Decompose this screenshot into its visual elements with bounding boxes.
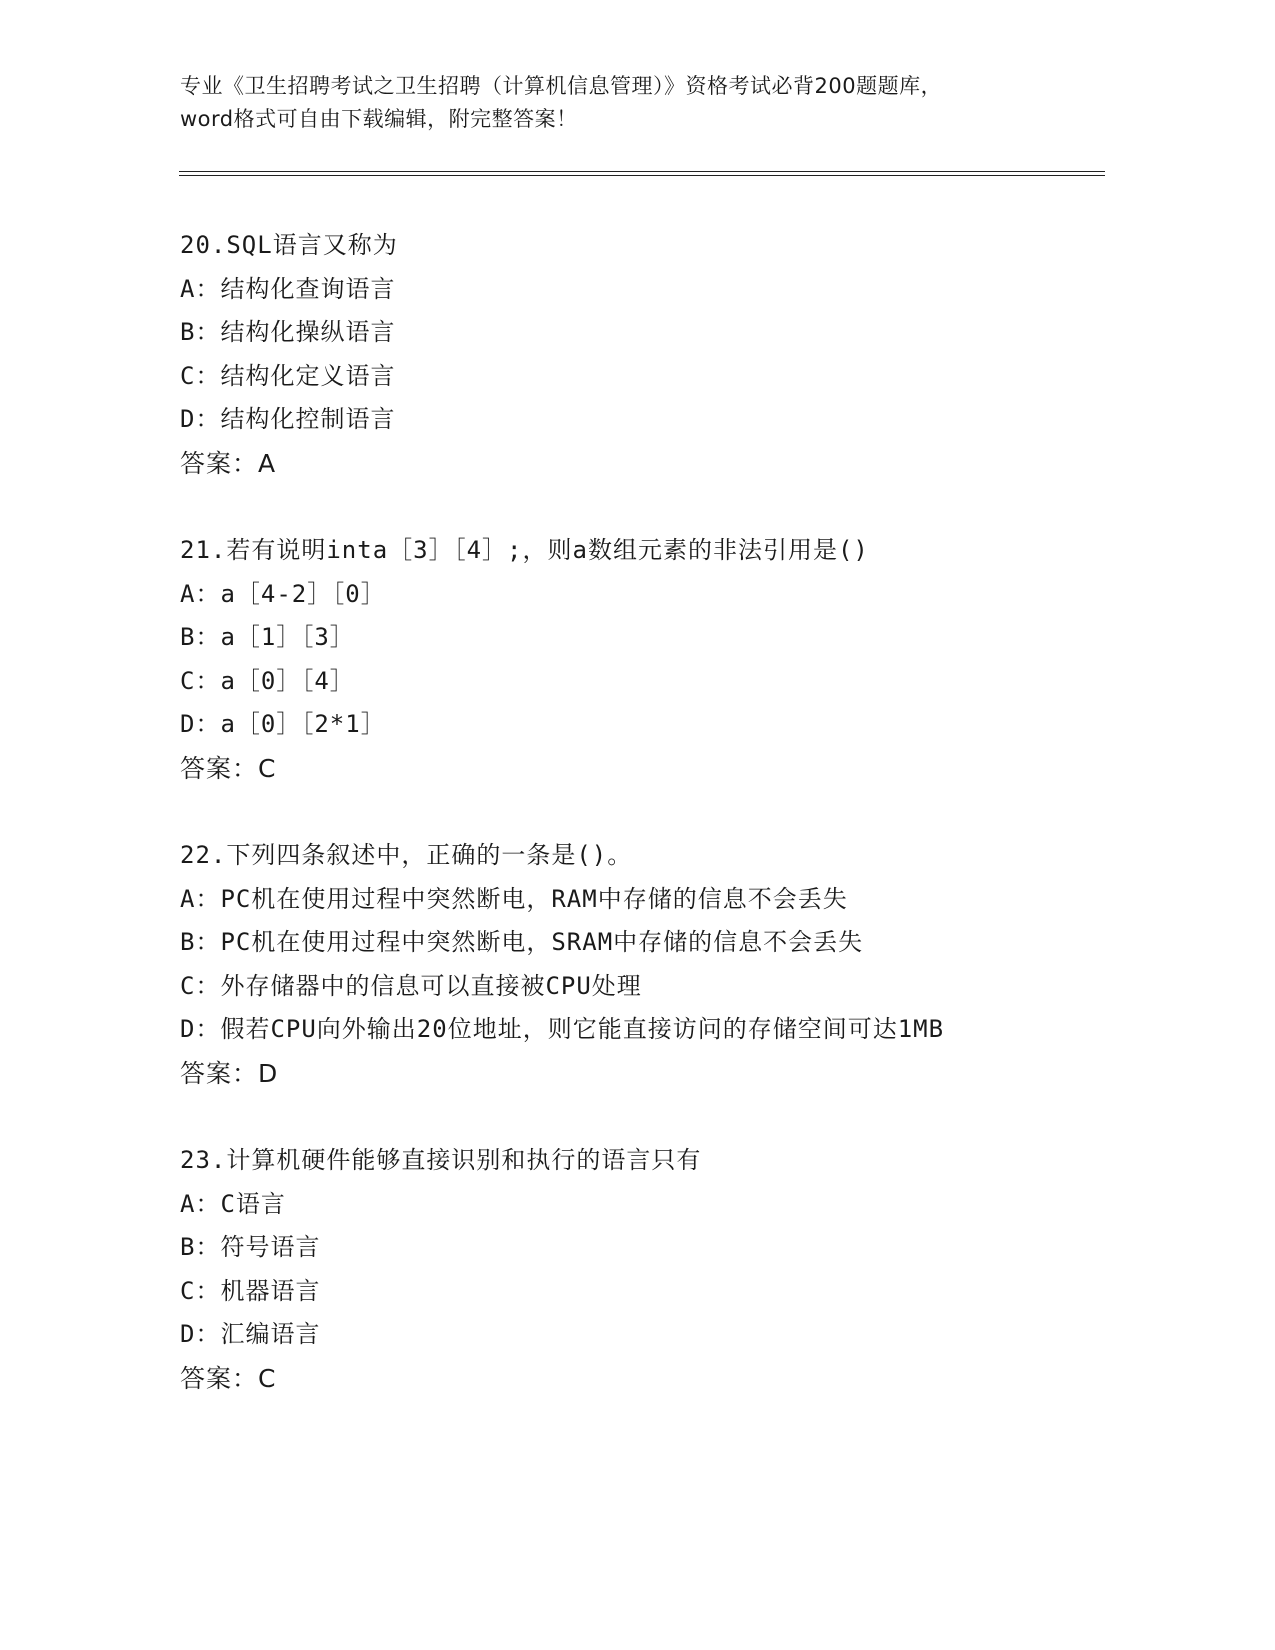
question-23 <box>180 1139 1140 1401</box>
header-divider-top <box>179 171 1105 172</box>
question-stem: 23.计算机硬件能够直接识别和执行的语言只有 <box>180 1146 702 1174</box>
question-22 <box>180 834 1140 1096</box>
option-b: B：PC机在使用过程中突然断电，SRAM中存储的信息不会丢失 <box>180 928 864 957</box>
answer-line: 答案：C <box>180 1363 277 1393</box>
option-c: C：外存储器中的信息可以直接被CPU处理 <box>180 971 642 1000</box>
option-b: B：符号语言 <box>180 1233 321 1262</box>
document-header <box>180 70 1080 136</box>
header-line-2: word格式可自由下载编辑，附完整答案！ <box>180 107 578 131</box>
answer-line: 答案：A <box>180 448 277 478</box>
header-line-1: 专业《卫生招聘考试之卫生招聘（计算机信息管理）》资格考试必背200题题库， <box>180 74 943 98</box>
option-d: D：汇编语言 <box>180 1320 321 1349</box>
question-stem: 22.下列四条叙述中，正确的一条是()。 <box>180 841 633 869</box>
question-stem: 20.SQL语言又称为 <box>180 231 398 259</box>
option-a: A：C语言 <box>180 1189 286 1218</box>
option-b: B：结构化操纵语言 <box>180 318 396 347</box>
option-d: D：结构化控制语言 <box>180 405 396 434</box>
question-stem: 21.若有说明inta［3］［4］;，则a数组元素的非法引用是() <box>180 536 869 564</box>
option-c: C：结构化定义语言 <box>180 361 396 390</box>
answer-line: 答案：D <box>180 1058 279 1088</box>
option-d: D：假若CPU向外输出20位地址，则它能直接访问的存储空间可达1MB <box>180 1015 945 1044</box>
option-b: B：a［1］［3］ <box>180 623 355 652</box>
option-c: C：a［0］［4］ <box>180 666 355 695</box>
option-a: A：a［4-2］［0］ <box>180 579 386 608</box>
option-a: A：结构化查询语言 <box>180 274 396 303</box>
option-a: A：PC机在使用过程中突然断电，RAM中存储的信息不会丢失 <box>180 884 848 913</box>
header-divider-bottom <box>179 175 1105 176</box>
question-21 <box>180 529 1140 791</box>
question-20 <box>180 224 1140 486</box>
answer-line: 答案：C <box>180 753 277 783</box>
option-c: C：机器语言 <box>180 1276 321 1305</box>
option-d: D：a［0］［2*1］ <box>180 710 386 739</box>
